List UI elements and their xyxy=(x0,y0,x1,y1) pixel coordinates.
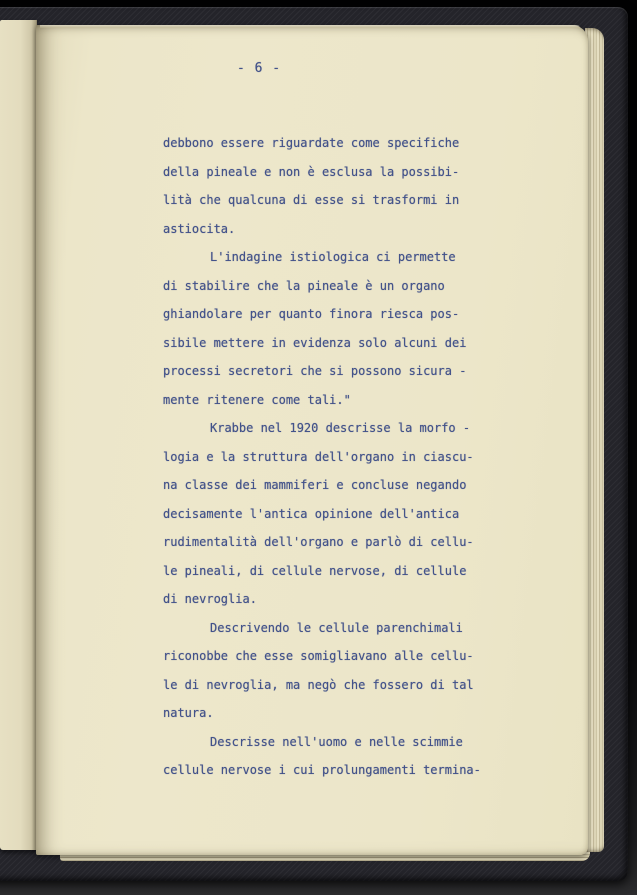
typewritten-line: le di nevroglia, ma negò che fossero di tal xyxy=(163,677,474,692)
typewritten-line: processi secretori che si possono sicura - xyxy=(163,364,467,378)
typewritten-line: L'indagine istiologica ci permette xyxy=(210,250,456,264)
typewritten-line: le pineali, di cellule nervose, di cellule xyxy=(163,563,467,578)
typewritten-line: riconobbe che esse somigliavano alle cellu- xyxy=(163,649,474,663)
typewritten-text xyxy=(163,129,523,785)
typewritten-line: decisamente l'antica opinione dell'antica xyxy=(163,506,460,521)
page-top-edge xyxy=(40,25,580,28)
page-number: - 6 - xyxy=(237,61,282,76)
typewritten-line: sibile mettere in evidenza solo alcuni dei xyxy=(163,335,467,350)
typewritten-line: logia e la struttura dell'organo in ciascu- xyxy=(163,449,474,464)
left-page-edge xyxy=(0,20,37,850)
typewritten-line: Descrivendo le cellule parenchimali xyxy=(210,620,463,635)
typewritten-line: cellule nervose i cui prolungamenti termina- xyxy=(163,763,481,777)
document-page xyxy=(36,25,588,855)
typewritten-line: mente ritenere come tali." xyxy=(163,392,351,407)
typewritten-line: di stabilire che la pineale è un organo xyxy=(163,278,445,293)
typewritten-line: natura. xyxy=(163,706,214,720)
typewritten-line: lità che qualcuna di esse si trasformi in xyxy=(163,193,460,207)
typewritten-line: di nevroglia. xyxy=(163,592,257,606)
typewritten-line: rudimentalità dell'organo e parlò di cellu- xyxy=(163,535,474,549)
typewritten-line: della pineale e non è esclusa la possibi- xyxy=(163,164,460,179)
typewritten-line: astiocita. xyxy=(163,221,236,236)
typewritten-line: Descrisse nell'uomo e nelle scimmie xyxy=(210,734,463,749)
typewritten-line: Krabbe nel 1920 descrisse la morfo - xyxy=(210,421,471,435)
typewritten-line: ghiandolare per quanto finora riesca pos- xyxy=(163,307,460,321)
typewritten-line: na classe dei mammiferi e concluse negando xyxy=(163,478,467,492)
typewritten-line: debbono essere riguardate come specifiche xyxy=(163,136,460,150)
